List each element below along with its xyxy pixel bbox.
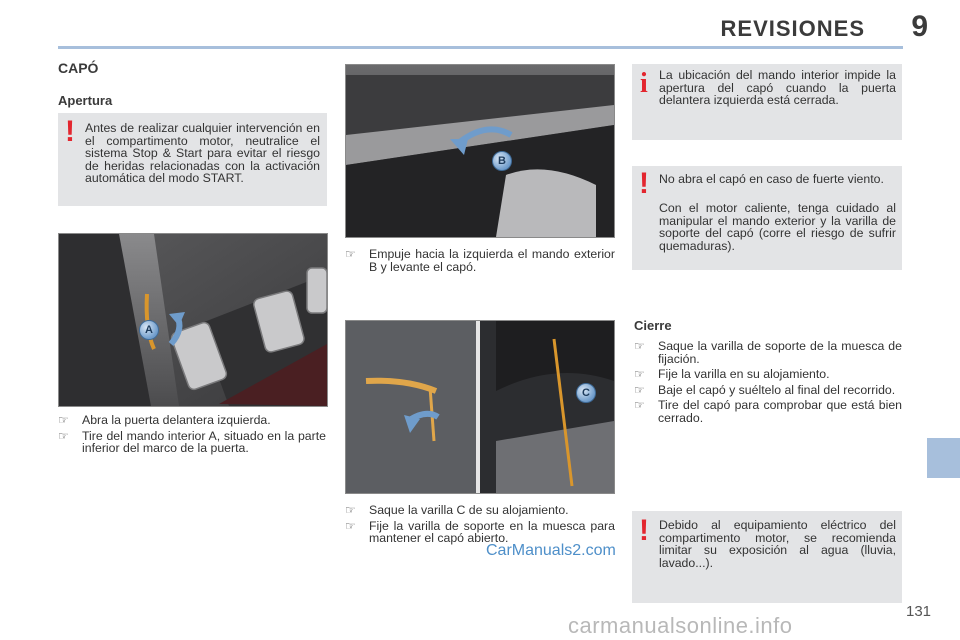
exterior-lever-steps — [345, 248, 615, 276]
varilla-steps — [345, 504, 615, 548]
cierre-title: Cierre — [634, 318, 672, 333]
list-item: ☞ Abra la puerta delantera izquierda. — [58, 413, 271, 427]
exclamation-icon: ! — [639, 167, 649, 200]
hand-pointer-icon: ☞ — [634, 398, 645, 412]
exclamation-icon: ! — [65, 115, 75, 148]
cierre-steps — [634, 340, 902, 427]
electric-warning-text: Debido al equipamiento eléctrico del compartimento motor, se recomienda limitar su exposición al agua (lluvia, lavado...). — [659, 518, 896, 570]
hand-pointer-icon: ☞ — [58, 413, 69, 427]
list-item: ☞ Saque la varilla C de su alojamiento. — [345, 503, 569, 517]
list-item: ☞ Fije la varilla de soporte en la muesca para mantener el capó abierto. — [345, 518, 615, 545]
chapter-side-tab — [927, 438, 960, 478]
hand-pointer-icon: ☞ — [345, 247, 356, 261]
list-item: ☞ Saque la varilla de soporte de la muesca de fijación. — [634, 339, 902, 366]
section-title: CAPÓ — [58, 60, 99, 76]
info-box-text: La ubicación del mando interior impide la apertura del capó cuando la puerta delantera izquierda está cerrada. — [659, 68, 896, 107]
electric-warning-box — [632, 511, 902, 603]
stop-start-warning-box — [58, 113, 327, 206]
apertura-steps — [58, 414, 326, 458]
list-item: ☞ Fije la varilla en su alojamiento. — [634, 367, 830, 381]
page-number: 131 — [906, 603, 932, 620]
watermark-carmanuals2: CarManuals2.com — [486, 542, 616, 559]
grille-illustration — [346, 65, 614, 237]
apertura-title: Apertura — [58, 93, 113, 108]
wind-warning-box — [632, 166, 902, 270]
chapter-number: 9 — [911, 10, 928, 43]
hand-pointer-icon: ☞ — [345, 518, 356, 533]
hand-pointer-icon: ☞ — [634, 367, 645, 381]
prop-rod-photo — [345, 320, 615, 494]
list-item: ☞ Tire del capó para comprobar que está bien cerrado. — [634, 398, 902, 425]
hand-pointer-icon: ☞ — [345, 503, 356, 517]
hood-latch-photo — [345, 64, 615, 238]
info-icon: i — [640, 68, 648, 99]
page-header-title: REVISIONES — [720, 16, 865, 41]
burn-warning-text: Con el motor caliente, tenga cuidado al manipular el mando exterior y la varilla de soporte del capó (corre el riesgo de sufrir quemaduras). — [659, 201, 896, 253]
footwell-illustration — [59, 234, 327, 406]
door-lever-photo — [58, 233, 328, 407]
exclamation-icon: ! — [639, 514, 649, 547]
hand-pointer-icon: ☞ — [634, 382, 645, 397]
wind-warning-text: No abra el capó en caso de fuerte viento. — [659, 172, 884, 186]
engine-bay-illustration — [346, 321, 614, 493]
list-item: ☞ Empuje hacia la izquierda el mando exterior B y levante el capó. — [345, 247, 615, 274]
info-box — [632, 64, 902, 140]
list-item: ☞ Tire del mando interior A, situado en la parte inferior del marco de la puerta. — [58, 428, 326, 455]
hand-pointer-icon: ☞ — [58, 428, 69, 443]
callout-c: C — [576, 383, 596, 403]
stop-start-warning-text: Antes de realizar cualquier intervención en el compartimento motor, neutralice el sistema Stop & Start para evitar el riesgo de heridas relacionadas con la activación automática del modo START. — [85, 121, 320, 185]
callout-b: B — [492, 151, 512, 171]
list-item: ☞ Baje el capó y suéltelo al final del recorrido. — [634, 382, 896, 397]
hand-pointer-icon: ☞ — [634, 339, 645, 353]
header-rule — [58, 46, 903, 49]
watermark-carmanualsonline: carmanualsonline.info — [568, 613, 793, 638]
callout-a: A — [139, 320, 159, 340]
